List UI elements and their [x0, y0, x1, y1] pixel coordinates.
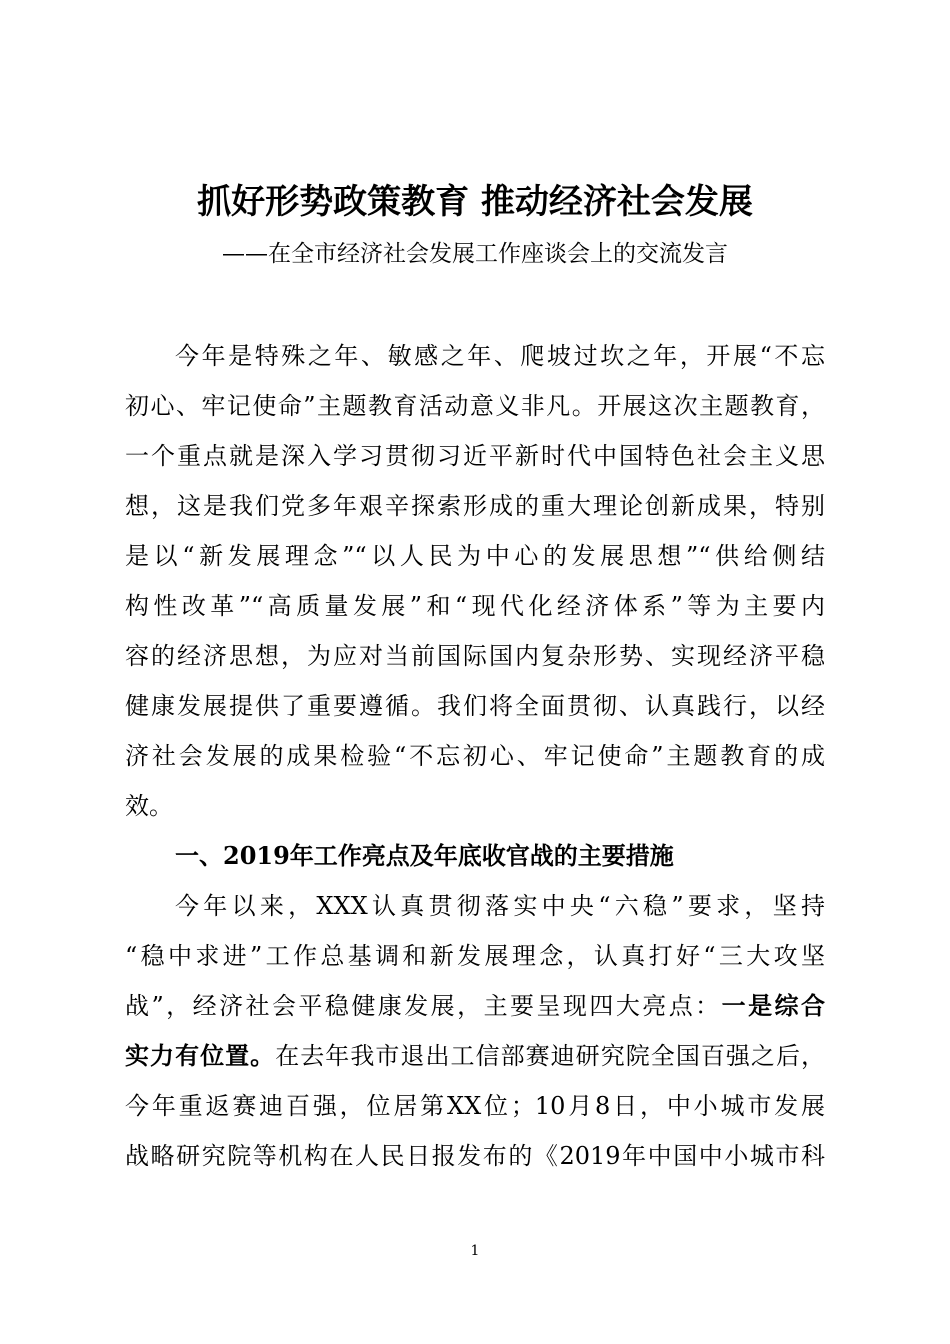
paragraph-text: 在去年我市退出工信部赛迪研究院全国百强之后， — [275, 1042, 826, 1070]
emphasis-text: 一是综合 — [721, 991, 825, 1020]
paragraph-line: 想，这是我们党多年艰辛探索形成的重大理论创新成果，特别 — [125, 492, 825, 520]
paragraph-line — [125, 986, 825, 1026]
paragraph-line: 是以“新发展理念”“以人民为中心的发展思想”“供给侧结 — [125, 542, 825, 570]
paragraph-line: 今年是特殊之年、敏感之年、爬坡过坎之年，开展“不忘 — [175, 342, 825, 370]
paragraph-line: 今年重返赛迪百强，位居第XX位；10月8日，中小城市发展 — [125, 1092, 825, 1120]
paragraph-line: 效。 — [125, 792, 173, 820]
paragraph-line: 今年以来，XXX认真贯彻落实中央“六稳”要求，坚持 — [175, 892, 825, 920]
emphasis-text: 实力有位置。 — [125, 1041, 276, 1070]
paragraph-line: 构性改革”“高质量发展”和“现代化经济体系”等为主要内 — [125, 592, 825, 620]
page-number: 1 — [470, 1243, 480, 1259]
document-title: 抓好形势政策教育 推动经济社会发展 — [197, 182, 753, 222]
paragraph-line: 战略研究院等机构在人民日报发布的《2019年中国中小城市科 — [125, 1142, 825, 1170]
paragraph-line — [125, 1036, 825, 1076]
document-subtitle: ——在全市经济社会发展工作座谈会上的交流发言 — [222, 241, 728, 267]
paragraph-line: 济社会发展的成果检验“不忘初心、牢记使命”主题教育的成 — [125, 742, 825, 770]
paragraph-line: “稳中求进”工作总基调和新发展理念，认真打好“三大攻坚 — [125, 942, 825, 970]
paragraph-line: 一个重点就是深入学习贯彻习近平新时代中国特色社会主义思 — [125, 442, 825, 470]
paragraph-line: 健康发展提供了重要遵循。我们将全面贯彻、认真践行，以经 — [125, 692, 825, 720]
paragraph-text: 战”，经济社会平稳健康发展，主要呈现四大亮点： — [125, 992, 722, 1020]
paragraph-line: 初心、牢记使命”主题教育活动意义非凡。开展这次主题教育， — [125, 392, 825, 420]
section-heading: 一、2019年工作亮点及年底收官战的主要措施 — [175, 841, 674, 870]
paragraph-line: 容的经济思想，为应对当前国际国内复杂形势、实现经济平稳 — [125, 642, 825, 670]
